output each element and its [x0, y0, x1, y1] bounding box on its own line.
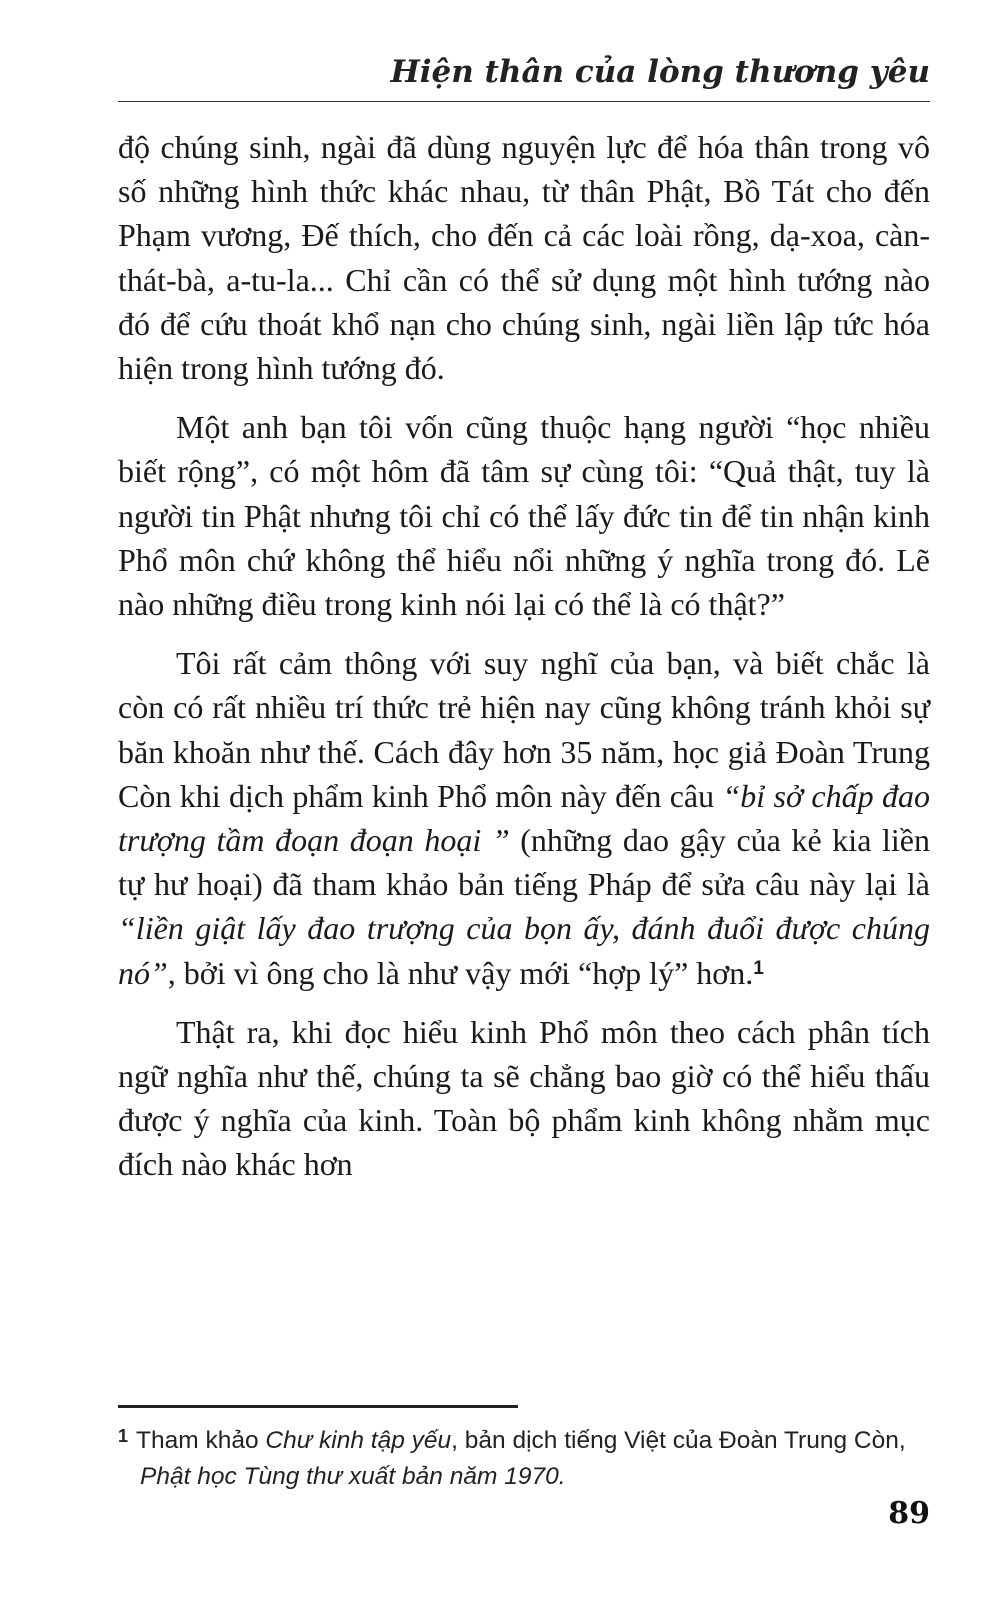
footnote-reference[interactable]: 1	[753, 957, 764, 979]
paragraph-3-text-c: (những dao gậy của kẻ kia liền tự hư hoại) đã tham khảo bản tiếng Pháp để sửa câu này lại là	[118, 822, 931, 903]
running-header: Hiện thân của lòng thương yêu	[390, 54, 930, 90]
paragraph-4: Thật ra, khi đọc hiểu kinh Phổ môn theo cách phân tích ngữ nghĩa như thế, chúng ta sẽ chẳng bao giờ có thể hiểu thấu được ý nghĩa của kinh. Toàn bộ phẩm kinh không nhằm mục đích nào khác hơn	[118, 1013, 930, 1183]
footnote-rule	[118, 1405, 518, 1408]
footnote	[118, 1418, 930, 1495]
paragraph-3-text-a: Tôi rất cảm thông với suy nghĩ của bạn, và biết chắc là còn có rất nhiều trí thức trẻ hiện nay cũng không tránh khỏi sự băn khoăn như thế. Cách đây hơn 35 năm, học giả Đoàn Trung Còn khi dịch phẩm kinh Phổ môn này đến câu	[118, 645, 930, 814]
paragraph-3-quote-2: “liền giật lấy đao trượng của bọn ấy, đánh đuổi được chúng nó”	[118, 910, 930, 991]
paragraph-3-text-e: , bởi vì ông cho là như vậy mới “hợp lý” hơn.	[167, 954, 754, 991]
paragraph-2: Một anh bạn tôi vốn cũng thuộc hạng người “học nhiều biết rộng”, có một hôm đã tâm sự cùng tôi: “Quả thật, tuy là người tin Phật nhưng tôi chỉ có thể lấy đức tin để tin nhận kinh Phổ môn chứ không thể hiểu nổi những ý nghĩa trong đó. Lẽ nào những điều trong kinh nói lại có thể là có thật?”	[118, 409, 930, 623]
paragraph-3	[118, 641, 930, 995]
paragraph-1: độ chúng sinh, ngài đã dùng nguyện lực để hóa thân trong vô số những hình thức khác nhau, từ thân Phật, Bồ Tát cho đến Phạm vương, Đế thích, cho đến cả các loài rồng, dạ-xoa, càn-thát-bà, a-tu-la... Chỉ cần có thể sử dụng một hình tướng nào đó để cứu thoát khổ nạn cho chúng sinh, ngài liền lập tức hóa hiện trong hình tướng đó.	[118, 129, 930, 387]
footnote-title: Chư kinh tập yếu	[265, 1427, 452, 1454]
footnote-text-c: , bản dịch tiếng Việt của Đoàn Trung Còn,	[451, 1427, 906, 1454]
page-number: 89	[888, 1496, 930, 1531]
footnote-publisher: Phật học Tùng thư xuất bản năm 1970.	[140, 1463, 566, 1490]
body-text	[118, 125, 930, 1202]
footnote-number: 1	[118, 1426, 129, 1446]
paragraph-3-quote-1: “bỉ sở chấp đao trượng tầm đoạn đoạn hoại ”	[118, 777, 931, 859]
header-rule	[118, 101, 930, 102]
footnote-text-a: Tham khảo	[136, 1427, 266, 1454]
